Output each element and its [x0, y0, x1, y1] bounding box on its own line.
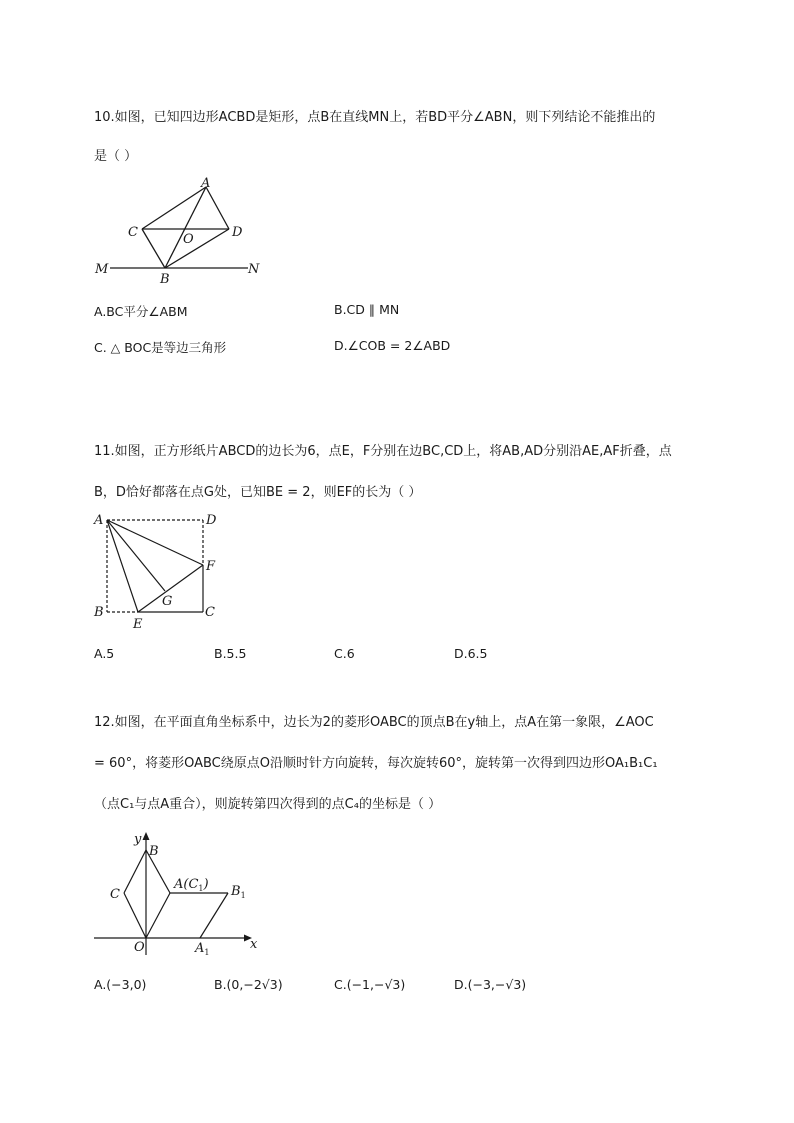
q10-option-d[interactable]: D.∠COB = 2∠ABD — [334, 338, 451, 353]
q12-label-A1: $A_1$ — [195, 941, 210, 957]
q12-text-line1: 12.如图，在平面直角坐标系中，边长为2的菱形OABC的顶点B在y轴上，点A在第一象限，∠AOC — [94, 715, 654, 730]
q12-option-b[interactable]: B.(0,−2√3) — [214, 977, 283, 992]
q11-text-line1: 11.如图，正方形纸片ABCD的边长为6，点E，F分别在边BC,CD上，将AB,AD分别沿AE,AF折叠，点 — [94, 444, 672, 459]
q10-label-M: M — [95, 262, 109, 277]
q10-label-C: C — [128, 225, 138, 240]
q12-option-a[interactable]: A.(−3,0) — [94, 977, 147, 992]
y-axis-arrow — [143, 832, 150, 840]
q11-option-d[interactable]: D.6.5 — [454, 646, 488, 661]
q11-option-a[interactable]: A.5 — [94, 646, 115, 661]
q10-figure — [90, 170, 270, 285]
q12-option-d[interactable]: D.(−3,−√3) — [454, 977, 527, 992]
q12-text-line3: （点C₁与点A重合），则旋转第四次得到的点C₄的坐标是（ ） — [94, 797, 442, 812]
q10-option-a[interactable]: A.BC平分∠ABM — [94, 304, 188, 319]
q11-label-A: A — [94, 513, 104, 528]
q10-text-line2: 是（ ） — [94, 149, 138, 164]
q11-figure — [90, 505, 230, 635]
q12-label-x: x — [250, 937, 258, 952]
q12-label-B: B — [149, 844, 159, 859]
q12-label-B1: $B_1$ — [231, 884, 246, 900]
q11-text-line2: B，D恰好都落在点G处，已知BE = 2，则EF的长为（ ） — [94, 485, 422, 500]
q12-label-A-C1: $A(C_1)$ — [174, 877, 209, 893]
q10-label-A: A — [201, 176, 211, 191]
q10-text-line1: 10.如图，已知四边形ACBD是矩形，点B在直线MN上，若BD平分∠ABN，则下列结论不能推出的 — [94, 110, 656, 125]
q10-label-B: B — [160, 272, 170, 287]
q12-option-c[interactable]: C.(−1,−√3) — [334, 977, 406, 992]
q11-label-B: B — [94, 605, 104, 620]
q12-label-C: C — [110, 887, 120, 902]
q10-label-O: O — [183, 232, 194, 247]
q11-option-c[interactable]: C.6 — [334, 646, 355, 661]
q11-label-F: F — [206, 559, 216, 574]
q11-option-b[interactable]: B.5.5 — [214, 646, 247, 661]
q11-label-C: C — [205, 605, 215, 620]
q12-text-line2: = 60°，将菱形OABC绕原点O沿顺时针方向旋转，每次旋转60°，旋转第一次得到四边形OA₁B₁C₁ — [94, 756, 658, 771]
q10-option-c[interactable]: C. △ BOC是等边三角形 — [94, 340, 227, 355]
q12-label-y: y — [134, 832, 142, 847]
q12-label-O: O — [134, 940, 145, 955]
q11-label-G: G — [162, 594, 173, 609]
q10-label-N: N — [248, 262, 260, 277]
q10-label-D: D — [232, 225, 243, 240]
q10-option-b[interactable]: B.CD ∥ MN — [334, 302, 400, 317]
q12-figure — [90, 825, 270, 960]
q11-label-D: D — [206, 513, 217, 528]
q11-label-E: E — [133, 617, 143, 632]
